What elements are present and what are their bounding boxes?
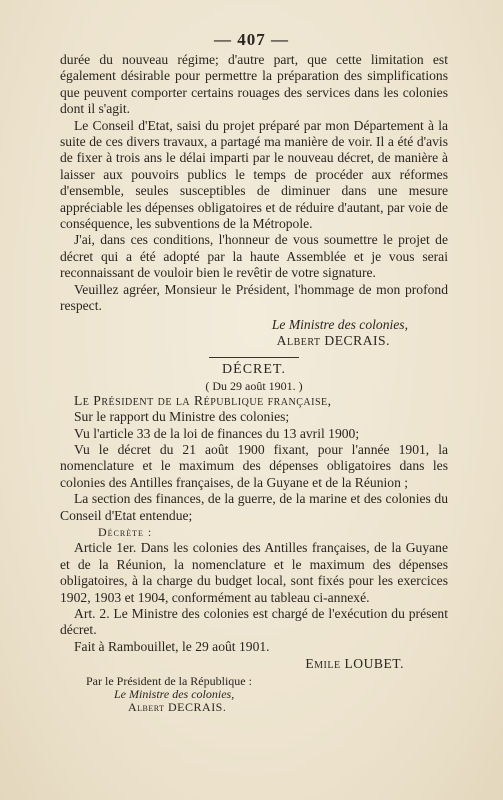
divider-rule	[209, 357, 299, 358]
countersignature-role: Le Ministre des colonies,	[114, 687, 235, 702]
page-number: — 407 —	[214, 30, 289, 49]
decret-fait: Fait à Rambouillet, le 29 août 1901.	[74, 638, 270, 654]
countersignature-name: Albert DECRAIS.	[128, 700, 227, 715]
paragraph: Veuillez agréer, Monsieur le Président, l'hommage de mon profond respect.	[60, 281, 448, 314]
paragraph: durée du nouveau régime; d'autre part, que cette limitation est également désirable pour permettre la préparation des simplifications que peuvent comporter certains rouages des services dans les colonies dont il s'agit.	[60, 52, 448, 117]
signature-name: Albert DECRAIS.	[276, 332, 390, 348]
decret-signer: Emile LOUBET.	[305, 656, 404, 672]
decret-line: Sur le rapport du Ministre des colonies;	[74, 409, 290, 425]
decret-article: Article 1er. Dans les colonies des Antilles françaises, de la Guyane et de la Réunion, la nomenclature et le maximum des dépenses obligatoires, à la charge du budget local, sont fixés pour les exercices 1902, 1903 et 1904, conformément au tableau ci-annexé.	[60, 540, 448, 605]
decret-line: Le Président de la République française,	[74, 392, 332, 408]
decret-title: DÉCRET.	[222, 362, 286, 378]
document-body	[60, 52, 448, 715]
signature-role: Le Ministre des colonies,	[271, 316, 408, 332]
decrete-label: Décrète :	[98, 524, 153, 539]
paragraph: J'ai, dans ces conditions, l'honneur de vous soumettre le projet de décret qui a été adopté par la haute Assemblée et je vous serai reconnaissant de vouloir bien le revêtir de votre signature.	[60, 232, 448, 281]
decret-date: ( Du 29 août 1901. )	[205, 378, 303, 393]
decret-article: Art. 2. Le Ministre des colonies est chargé de l'exécution du présent décret.	[60, 606, 448, 638]
paragraph: Le Conseil d'Etat, saisi du projet préparé par mon Département à la suite de ces divers travaux, a partagé ma manière de voir. Il a été d'avis de fixer à trois ans le délai imparti par le nouveau décret, de manière à laisser aux pouvoirs publics le temps de procéder aux réformes d'ensemble, seules susceptibles de diminuer dans une mesure appréciable les dépenses obligatoires et de réduire d'autant, par voie de conséquence, les subventions de la Métropole.	[60, 117, 448, 232]
decret-line: La section des finances, de la guerre, de la marine et des colonies du Conseil d'Etat entendue;	[60, 491, 448, 523]
decret-line: Vu le décret du 21 août 1900 fixant, pour l'année 1901, la nomenclature et le maximum des dépenses obligatoires dans les colonies des Antilles françaises, de la Guyane et de la Réunion ;	[60, 441, 448, 490]
countersignature-line: Par le Président de la République :	[86, 673, 252, 688]
countersignature-block	[60, 675, 448, 715]
decret-line: Vu l'article 33 de la loi de finances du 13 avril 1900;	[74, 425, 360, 441]
